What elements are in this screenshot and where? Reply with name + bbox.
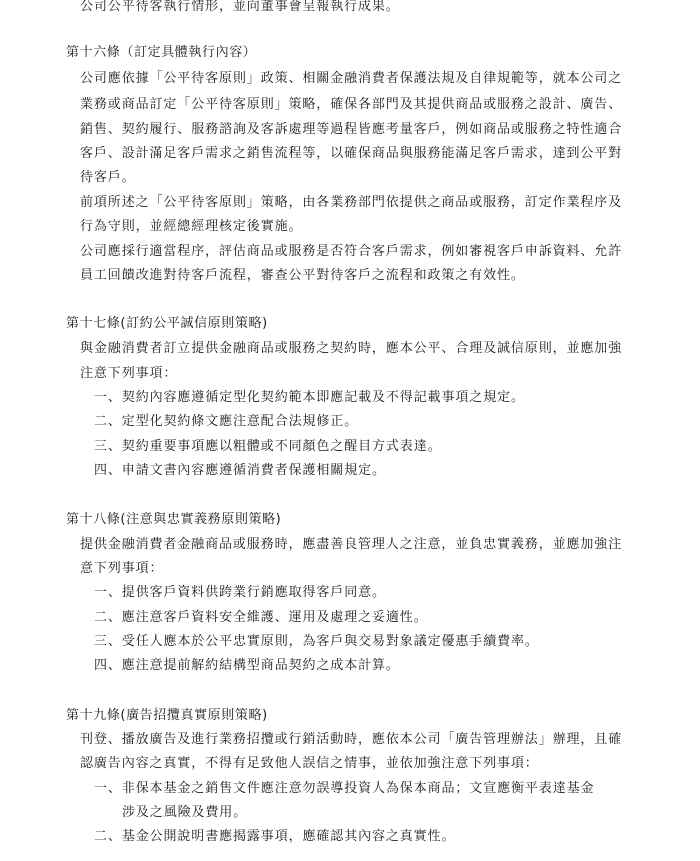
article-16-p1-line5: 待客戶。 xyxy=(80,170,136,185)
article-17-item-1: 一、契約內容應遵循定型化契約範本即應記載及不得記載事項之規定。 xyxy=(94,390,525,405)
article-18-heading: 第十八條(注意與忠實義務原則策略) xyxy=(66,512,282,527)
article-16-p1-line1: 公司應依據「公平待客原則」政策、相關金融消費者保護法規及自律規範等，就本公司之 xyxy=(80,71,623,86)
article-16-p1-line3: 銷售、契約履行、服務諮詢及客訴處理等過程皆應考量客戶，例如商品或服務之特性適合 xyxy=(80,122,623,137)
article-19-heading: 第十九條(廣告招攬真實原則策略) xyxy=(66,708,268,723)
article-17-item-2: 二、定型化契約條文應注意配合法規修正。 xyxy=(94,414,359,429)
article-19-item-1-line1: 一、非保本基金之銷售文件應注意勿誤導投資人為保本商品；文宣應衡平表達基金 xyxy=(94,781,595,796)
article-16-p2-line1: 前項所述之「公平待客原則」策略，由各業務部門依提供之商品或服務，訂定作業程序及 xyxy=(80,195,623,210)
article-18-p1-line2: 意下列事項： xyxy=(80,561,164,576)
article-19-item-1-line2: 涉及之風險及費用。 xyxy=(122,805,248,820)
article-19-p1-line1: 刊登、播放廣告及進行業務招攬或行銷活動時，應依本公司「廣告管理辦法」辦理，且確 xyxy=(80,732,623,747)
article-18-item-2: 二、應注意客戶資料安全維護、運用及處理之妥適性。 xyxy=(94,610,428,625)
article-16-p3-line2: 員工回饋改進對待客戶流程，審查公平對待客戶之流程和政策之有效性。 xyxy=(80,268,525,283)
article-18-item-4: 四、應注意提前解約結構型商品契約之成本計算。 xyxy=(94,658,400,673)
article-19-item-2: 二、基金公開說明書應揭露事項，應確認其內容之真實性。 xyxy=(94,829,456,844)
article-17-item-4: 四、申請文書內容應遵循消費者保護相關規定。 xyxy=(94,463,386,478)
article-17-item-3: 三、契約重要事項應以粗體或不同顏色之醒目方式表達。 xyxy=(94,439,442,454)
article-17-heading: 第十七條(訂約公平誠信原則策略) xyxy=(66,316,268,331)
article-19-p1-line2: 認廣告內容之真實，不得有足致他人誤信之情事，並依加強注意下列事項： xyxy=(80,756,539,771)
article-16-heading: 第十六條（訂定具體執行內容） xyxy=(66,45,257,60)
article-18-item-1: 一、提供客戶資料供跨業行銷應取得客戶同意。 xyxy=(94,585,386,600)
article-16-p1-line4: 客戶、設計滿足客戶需求之銷售流程等，以確保商品與服務能滿足客戶需求，達到公平對 xyxy=(80,146,623,161)
intro-tail-text: 公司公平待客執行情形，並向董事會呈報執行成果。 xyxy=(80,0,400,14)
article-17-p1-line1: 與金融消費者訂立提供金融商品或服務之契約時，應本公平、合理及誠信原則，並應加強 xyxy=(80,341,623,356)
article-18-item-3: 三、受任人應本於公平忠實原則，為客戶與交易對象議定優惠手續費率。 xyxy=(94,634,539,649)
article-16-p2-line2: 行為守則，並經總經理核定後實施。 xyxy=(80,219,303,234)
article-18-p1-line1: 提供金融消費者金融商品或服務時，應盡善良管理人之注意，並負忠實義務，並應加強注 xyxy=(80,537,623,552)
article-16-p3-line1: 公司應採行適當程序，評估商品或服務是否符合客戶需求，例如審視客戶申訴資料、允許 xyxy=(80,244,623,259)
article-16-p1-line2: 業務或商品訂定「公平待客原則」策略，確保各部門及其提供商品或服務之設計、廣告、 xyxy=(80,97,623,112)
article-17-p1-line2: 注意下列事項： xyxy=(80,366,178,381)
